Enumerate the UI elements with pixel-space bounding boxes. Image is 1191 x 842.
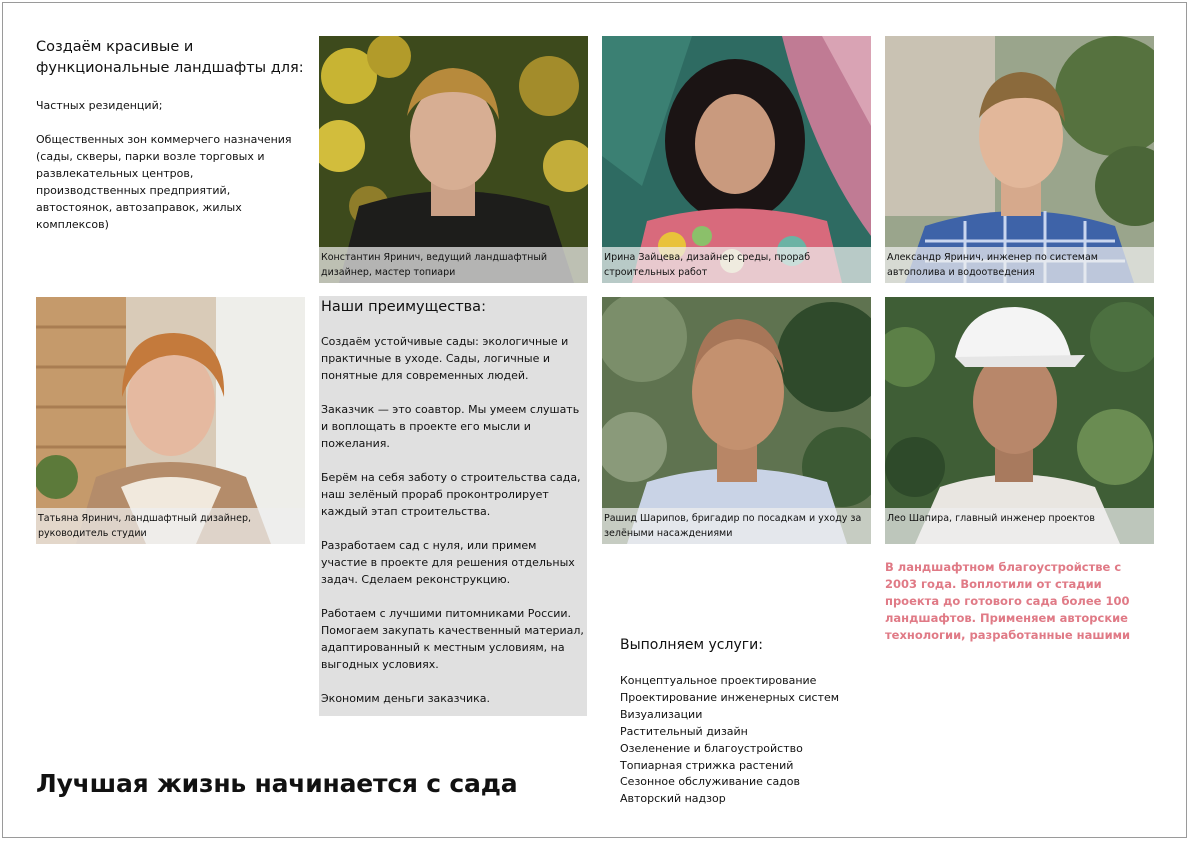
service-item: Растительный дизайн (620, 724, 748, 738)
services-list (620, 673, 839, 808)
portrait-photo (885, 36, 1154, 283)
service-item: Визуализации (620, 707, 703, 721)
team-card (885, 36, 1154, 283)
advantage-paragraph: Работаем с лучшими питомниками России. Помогаем закупать качественный материал, адаптированный к местным условиям, на выгодных условиях. (321, 607, 584, 671)
portrait-caption: Рашид Шарипов, бригадир по посадкам и уходу за зелёными насаждениями (602, 508, 871, 544)
advantages-text (321, 333, 585, 724)
service-item: Концептуальное проектирование (620, 674, 817, 687)
team-card (319, 36, 588, 283)
advantage-paragraph: Заказчик — это соавтор. Мы умеем слушать и воплощать в проекте его мысли и пожелания. (321, 403, 580, 450)
portrait-caption: Константин Яринич, ведущий ландшафтный дизайнер, мастер топиари (319, 247, 588, 283)
experience-highlight: В ландшафтном благоустройстве с 2003 года. Воплотили от стадии проекта до готового сада более 100 ландшафтов. Применяем авторские технологии, разработанные нашими (885, 560, 1131, 642)
service-item: Озеленение и благоустройство (620, 741, 803, 755)
advantage-paragraph: Экономим деньги заказчика. (321, 692, 491, 705)
intro-item: Частных резиденций; (36, 99, 163, 112)
team-card (602, 36, 871, 283)
advantage-paragraph: Разработаем сад с нуля, или примем участие в проекте для решения отдельных задач. Сделаем реконструкцию. (321, 539, 575, 586)
motto-heading: Лучшая жизнь начинается с сада (36, 769, 518, 798)
advantages-panel (319, 296, 587, 716)
team-card (885, 297, 1154, 544)
service-item: Авторский надзор (620, 792, 726, 806)
portrait-photo (319, 36, 588, 283)
service-item: Проектирование инженерных систем (620, 690, 840, 704)
advantages-title: Наши преимущества: (321, 299, 486, 315)
portrait-caption: Лео Шапира, главный инженер проектов (885, 508, 1154, 544)
team-card (36, 297, 305, 544)
intro-list (36, 97, 306, 250)
team-card (602, 297, 871, 544)
service-item: Сезонное обслуживание садов (620, 775, 801, 789)
portrait-caption: Александр Яринич, инженер по системам автополива и водоотведения (885, 247, 1154, 283)
services-title: Выполняем услуги: (620, 637, 763, 653)
service-item: Топиарная стрижка растений (620, 758, 794, 772)
portrait-caption: Татьяна Яринич, ландшафтный дизайнер, руководитель студии (36, 508, 305, 544)
portrait-photo (885, 297, 1154, 544)
intro-title: Создаём красивые и функциональные ландшафты для: (36, 39, 304, 76)
portrait-photo (602, 297, 871, 544)
portrait-photo (602, 36, 871, 283)
advantage-paragraph: Берём на себя заботу о строительства сада, наш зелёный прораб проконтролирует каждый этап строительства. (321, 471, 581, 518)
portrait-caption: Ирина Зайцева, дизайнер среды, прораб строительных работ (602, 247, 871, 283)
advantage-paragraph: Создаём устойчивые сады: экологичные и практичные в уходе. Сады, логичные и понятные для современных людей. (321, 335, 569, 382)
portrait-photo (36, 297, 305, 544)
intro-item: Общественных зон коммерчего назначения (сады, скверы, парки возле торговых и развлекательных центров, производственных предприятий, автостоянок, автозаправок, жилых комплексов) (36, 133, 292, 231)
